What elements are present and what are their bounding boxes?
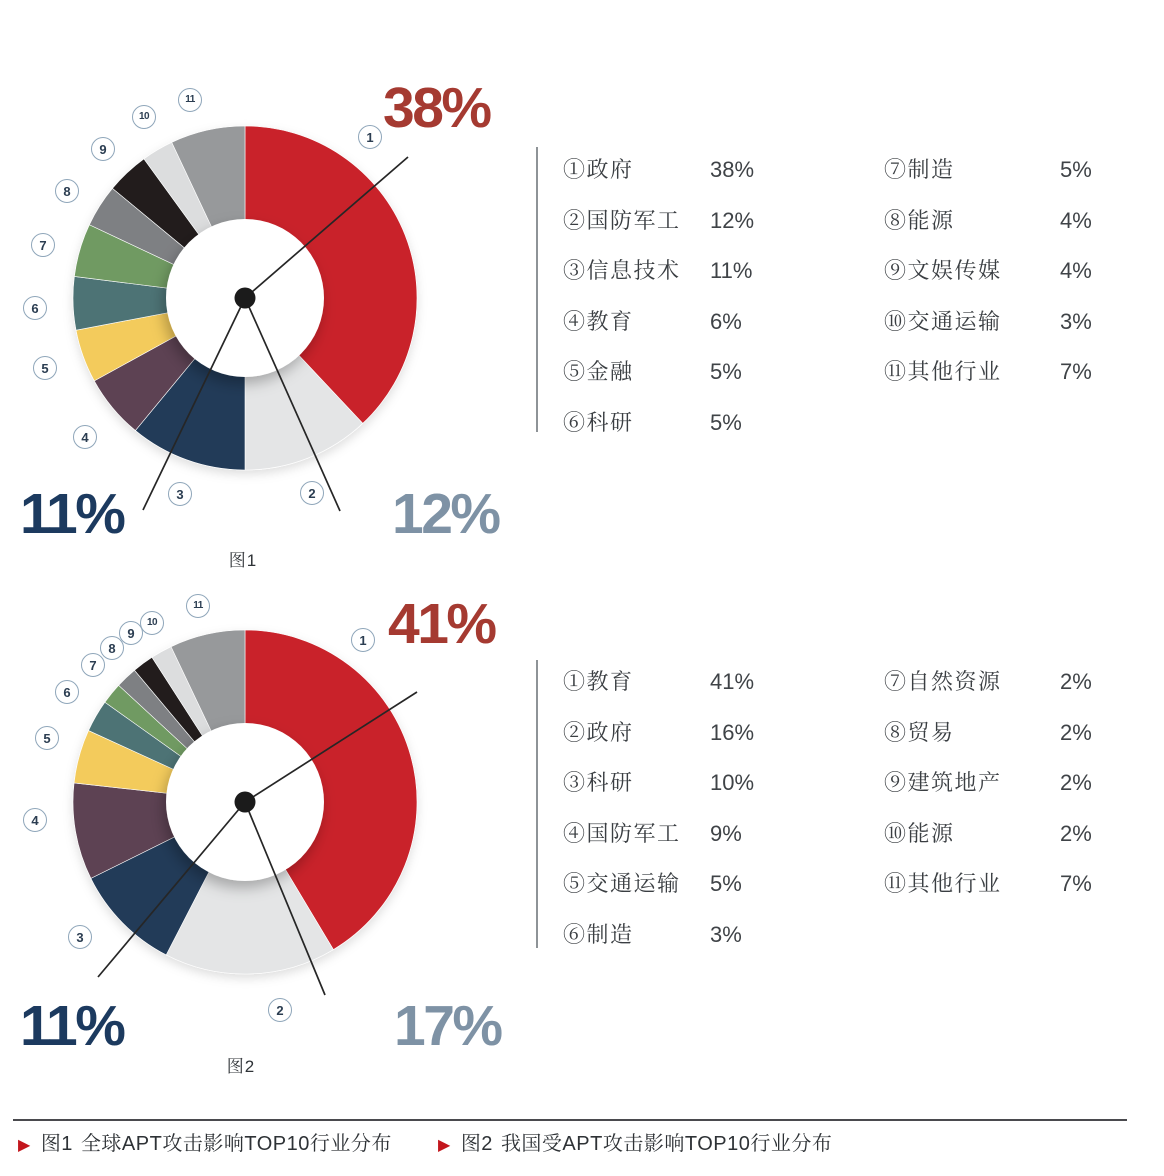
figure1-caption-id: 图1 <box>40 1133 73 1155</box>
legend-value-其他行业: 7% <box>1060 871 1092 897</box>
legend-value-制造: 5% <box>1060 157 1092 182</box>
legend-value-科研: 5% <box>710 410 742 435</box>
slice-number-label-4: 4 <box>73 425 97 449</box>
legend-label-国防军工: ②国防军工 <box>563 207 681 233</box>
figure2-caption <box>438 1130 832 1158</box>
legend-value-建筑地产: 2% <box>1060 770 1092 796</box>
legend-value-文娱传媒: 4% <box>1060 258 1092 284</box>
legend-divider <box>536 147 538 432</box>
legend-value-科研: 10% <box>710 770 755 796</box>
legend-label-教育: ④教育 <box>563 308 634 334</box>
slice-number-label-6: 6 <box>55 680 79 704</box>
figure-block-1 <box>0 60 1164 580</box>
legend-value-交通运输: 5% <box>710 871 742 897</box>
legend-value-教育: 41% <box>710 669 755 694</box>
legend-value-其他行业: 7% <box>1060 359 1092 385</box>
callout-percent-1: 38% <box>383 76 490 140</box>
legend-label-金融: ⑤金融 <box>563 359 634 385</box>
legend-value-政府: 38% <box>710 157 755 182</box>
legend-label-交通运输: ⑩交通运输 <box>884 308 1002 334</box>
legend-value-金融: 5% <box>710 359 742 385</box>
center-dot <box>235 792 256 813</box>
slice-number-label-3: 3 <box>68 925 92 949</box>
slice-number-label-7: 7 <box>31 233 55 257</box>
slice-number-label-4: 4 <box>23 808 47 832</box>
legend-value-教育: 6% <box>710 308 742 334</box>
legend-divider <box>536 660 538 948</box>
legend-label-教育: ①教育 <box>563 669 634 694</box>
legend-value-贸易: 2% <box>1060 719 1092 745</box>
legend-value-自然资源: 2% <box>1060 669 1092 694</box>
figure1-caption-text: 全球APT攻击影响TOP10行业分布 <box>80 1133 392 1155</box>
legend-value-政府: 16% <box>710 719 755 745</box>
callout-percent-3: 11% <box>20 482 124 546</box>
legend-label-制造: ⑦制造 <box>884 157 955 182</box>
legend-label-政府: ①政府 <box>563 157 634 182</box>
callout-percent-2: 17% <box>394 994 501 1058</box>
legend-value-国防军工: 12% <box>710 207 755 233</box>
legend-label-科研: ⑥科研 <box>563 410 634 435</box>
figure-id-label: 图2 <box>226 1057 256 1076</box>
callout-percent-2: 12% <box>392 482 499 546</box>
red-triangle-icon: ▶ <box>18 1137 31 1154</box>
legend-label-其他行业: ⑪其他行业 <box>884 871 1002 897</box>
legend-label-科研: ③科研 <box>563 770 634 796</box>
figure2-caption-text: 我国受APT攻击影响TOP10行业分布 <box>500 1133 833 1155</box>
slice-number-label-6: 6 <box>23 296 47 320</box>
figure-id-label: 图1 <box>228 551 258 570</box>
figure2-caption-id: 图2 <box>460 1133 493 1155</box>
callout-percent-3: 11% <box>20 994 124 1058</box>
slice-number-label-9: 9 <box>119 621 143 645</box>
legend-label-国防军工: ④国防军工 <box>563 820 681 846</box>
slice-number-label-1: 1 <box>358 125 382 149</box>
slice-number-label-5: 5 <box>35 726 59 750</box>
red-triangle-icon: ▶ <box>438 1137 451 1154</box>
slice-number-label-8: 8 <box>55 179 79 203</box>
slice-number-label-11: 11 <box>186 594 210 618</box>
legend-label-交通运输: ⑤交通运输 <box>563 871 681 897</box>
slice-number-label-5: 5 <box>33 356 57 380</box>
footer-divider <box>13 1119 1127 1121</box>
legend-label-政府: ②政府 <box>563 719 634 745</box>
legend-label-能源: ⑩能源 <box>884 820 955 846</box>
legend-label-自然资源: ⑦自然资源 <box>884 669 1002 694</box>
callout-percent-1: 41% <box>388 592 495 656</box>
legend-value-国防军工: 9% <box>710 820 742 846</box>
legend-label-贸易: ⑧贸易 <box>884 719 955 745</box>
legend-value-能源: 2% <box>1060 820 1092 846</box>
slice-number-label-1: 1 <box>351 628 375 652</box>
legend-label-建筑地产: ⑨建筑地产 <box>884 770 1002 796</box>
legend-value-制造: 3% <box>710 922 742 947</box>
slice-number-label-10: 10 <box>132 105 156 129</box>
legend-label-文娱传媒: ⑨文娱传媒 <box>884 258 1002 284</box>
legend-label-能源: ⑧能源 <box>884 207 955 233</box>
slice-number-label-2: 2 <box>268 998 292 1022</box>
legend-label-其他行业: ⑪其他行业 <box>884 359 1002 385</box>
slice-number-label-11: 11 <box>178 88 202 112</box>
center-dot <box>235 288 256 309</box>
legend-label-信息技术: ③信息技术 <box>563 258 681 284</box>
legend-value-能源: 4% <box>1060 207 1092 233</box>
slice-number-label-9: 9 <box>91 137 115 161</box>
slice-number-label-2: 2 <box>300 481 324 505</box>
figure1-caption <box>18 1130 392 1158</box>
slice-number-label-7: 7 <box>81 653 105 677</box>
legend-label-制造: ⑥制造 <box>563 922 634 947</box>
slice-number-label-10: 10 <box>140 611 164 635</box>
legend-value-交通运输: 3% <box>1060 308 1092 334</box>
slice-number-label-8: 8 <box>100 636 124 660</box>
figure-block-2 <box>0 580 1164 1100</box>
slice-number-label-3: 3 <box>168 482 192 506</box>
legend-value-信息技术: 11% <box>710 258 753 284</box>
